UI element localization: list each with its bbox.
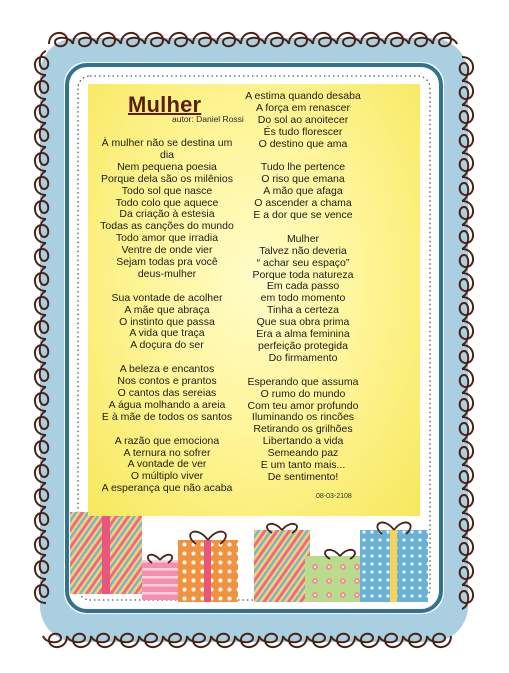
stanza (223, 91, 383, 151)
poem-line: És tudo florescer (263, 125, 343, 138)
poem-line: E um tanto mais... (260, 459, 346, 472)
poem-line: A ternura no sofrer (123, 446, 211, 459)
poem-line: dia (159, 148, 174, 161)
poem-line: Todo amor que irradia (115, 232, 219, 245)
poem-line: “ achar seu espaço” (256, 256, 350, 269)
poem-line: A estima quando desaba (245, 90, 361, 102)
poem-line: Todo colo que aquece (115, 196, 219, 209)
poem-line: A esperança que não acaba (101, 482, 233, 495)
poem-date: 08-03-2108 (316, 493, 352, 500)
poem-line: Era a alma feminina (256, 328, 350, 341)
poem-line: Do sol ao anoitecer (257, 113, 349, 126)
poem-line: A doçura do ser (130, 339, 204, 352)
poem-line: Do firmamento (268, 351, 338, 364)
poem-line: Todas as canções do mundo (100, 220, 234, 233)
poem-line: Tudo lhe pertence (260, 161, 346, 174)
poem-line: Talvez não deveria (259, 244, 347, 257)
poem-line: A beleza e encantos (119, 363, 215, 376)
poem-line: Semeando paz (267, 447, 339, 460)
poem-title: Mulher (128, 92, 202, 117)
poem-line: E à mãe de todos os santos (101, 410, 233, 423)
stanza (92, 138, 242, 281)
poem-line: deus-mulher (137, 267, 197, 280)
poem-line: O instinto que passa (119, 315, 215, 328)
poem-line: De sentimento! (267, 470, 339, 483)
poem-line: Porque dela são os milênios (101, 172, 233, 185)
poem-line: O cantos das sereias (117, 387, 217, 399)
stanza (92, 293, 242, 353)
poem-right-column (223, 91, 383, 496)
poem-left-column (92, 138, 242, 507)
poem-line: A vida que traça (129, 327, 205, 340)
poem-author: autor: Daniel Rossi (172, 114, 244, 124)
poem-line: A vontade de ver (127, 458, 207, 471)
poem-line: Esperando que assuma (247, 375, 359, 388)
poem-line: À mulher não se destina um (101, 137, 233, 149)
poem-line: A água molhando a areia (108, 398, 226, 411)
poem-line: Nem pequena poesia (117, 160, 217, 173)
poem-line: Em cada passo (266, 280, 340, 293)
poem-line: Que sua obra prima (256, 316, 350, 329)
poem-line: Tinha a certeza (267, 304, 339, 317)
stanza (92, 364, 242, 424)
poem-line: A mão que afaga (263, 185, 343, 198)
poem-line: Libertando a vida (262, 435, 344, 448)
poem-line: em todo momento (260, 292, 346, 305)
poem-line: A mãe que abraça (124, 303, 210, 316)
poem-line: O destino que ama (258, 137, 348, 150)
poem-line: O múltiplo viver (130, 470, 204, 483)
stanza (223, 377, 383, 484)
poem-line: Sejam todas pra você (116, 256, 218, 269)
poem-line: Todo sol que nasce (121, 184, 213, 197)
poem-line: E a dor que se vence (253, 209, 353, 222)
poem-line: Porque toda natureza (252, 268, 354, 281)
poem-line: Ventre de onde vier (121, 244, 213, 257)
stanza (223, 162, 383, 222)
poem-line: Nos contos e prantos (117, 375, 217, 388)
poem-line: A força em renascer (256, 101, 350, 114)
poem-line: A razão que emociona (114, 434, 220, 447)
poem-line: Mulher (286, 232, 320, 245)
poem-line: O riso que emana (261, 173, 345, 186)
poem-line: perfeição protegida (258, 340, 348, 352)
poem-line: Da criação à estesia (119, 208, 215, 221)
poem-line: Retirando os grilhões (253, 423, 353, 436)
poem-line: Iluminando os rincões (251, 411, 355, 424)
poem-line: O rumo do mundo (260, 387, 346, 400)
poem-line: O ascender a chama (254, 197, 352, 210)
stanza (223, 234, 383, 365)
poem-line: Com teu amor profundo (247, 399, 359, 412)
poem-line: Sua vontade de acolher (111, 291, 223, 304)
stanza (92, 436, 242, 496)
